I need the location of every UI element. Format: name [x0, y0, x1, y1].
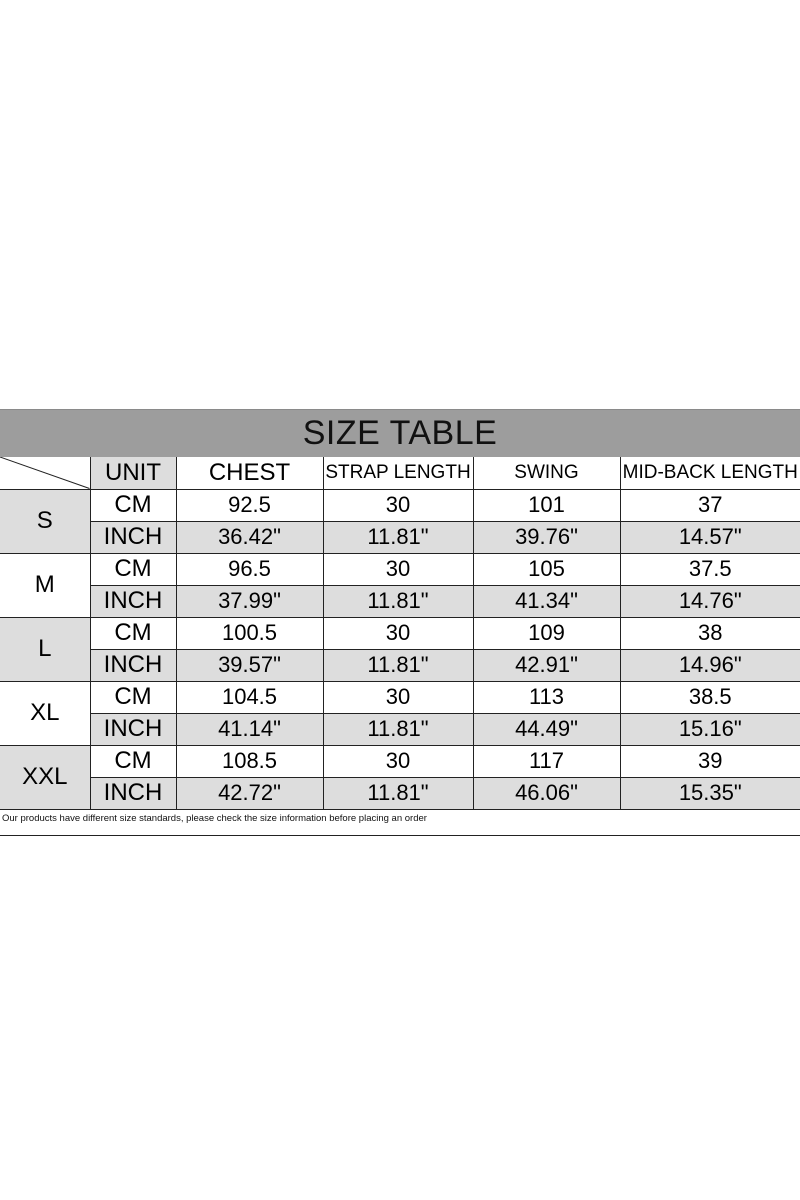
header-unit: UNIT: [90, 457, 176, 489]
unit-cell: CM: [90, 489, 176, 521]
strap-length-value: 30: [323, 489, 473, 521]
swing-value: 42.91": [473, 649, 620, 681]
unit-cell: INCH: [90, 521, 176, 553]
table-row: [0, 489, 800, 521]
header-swing: SWING: [473, 457, 620, 489]
strap-length-value: 11.81": [323, 713, 473, 745]
chest-value: 104.5: [176, 681, 323, 713]
swing-value: 113: [473, 681, 620, 713]
corner-cell: [0, 457, 90, 489]
chest-value: 92.5: [176, 489, 323, 521]
mid-back-length-value: 15.35": [620, 777, 800, 809]
mid-back-length-value: 38: [620, 617, 800, 649]
chest-value: 100.5: [176, 617, 323, 649]
unit-cell: INCH: [90, 649, 176, 681]
table-header-row: [0, 457, 800, 489]
header-strap-length: STRAP LENGTH: [323, 457, 473, 489]
chest-value: 96.5: [176, 553, 323, 585]
size-table: [0, 457, 800, 810]
swing-value: 101: [473, 489, 620, 521]
unit-cell: CM: [90, 745, 176, 777]
chest-value: 42.72": [176, 777, 323, 809]
strap-length-value: 11.81": [323, 649, 473, 681]
size-label: XL: [0, 681, 90, 745]
unit-cell: INCH: [90, 585, 176, 617]
size-table-title: SIZE TABLE: [0, 409, 800, 457]
mid-back-length-value: 37: [620, 489, 800, 521]
table-row: [0, 521, 800, 553]
chest-value: 108.5: [176, 745, 323, 777]
table-row: [0, 745, 800, 777]
size-label: S: [0, 489, 90, 553]
strap-length-value: 30: [323, 553, 473, 585]
strap-length-value: 30: [323, 745, 473, 777]
size-label: L: [0, 617, 90, 681]
chest-value: 41.14": [176, 713, 323, 745]
header-chest: CHEST: [176, 457, 323, 489]
size-note: Our products have different size standards, please check the size information before placing an order: [0, 810, 800, 836]
unit-cell: CM: [90, 553, 176, 585]
strap-length-value: 11.81": [323, 521, 473, 553]
table-row: [0, 553, 800, 585]
chest-value: 36.42": [176, 521, 323, 553]
mid-back-length-value: 39: [620, 745, 800, 777]
table-row: [0, 777, 800, 809]
swing-value: 39.76": [473, 521, 620, 553]
swing-value: 44.49": [473, 713, 620, 745]
header-mid-back-length: MID-BACK LENGTH: [620, 457, 800, 489]
swing-value: 117: [473, 745, 620, 777]
unit-cell: CM: [90, 617, 176, 649]
table-row: [0, 649, 800, 681]
strap-length-value: 11.81": [323, 585, 473, 617]
swing-value: 109: [473, 617, 620, 649]
chest-value: 39.57": [176, 649, 323, 681]
mid-back-length-value: 37.5: [620, 553, 800, 585]
table-row: [0, 617, 800, 649]
mid-back-length-value: 38.5: [620, 681, 800, 713]
mid-back-length-value: 14.76": [620, 585, 800, 617]
chest-value: 37.99": [176, 585, 323, 617]
swing-value: 105: [473, 553, 620, 585]
mid-back-length-value: 14.57": [620, 521, 800, 553]
table-row: [0, 713, 800, 745]
size-label: XXL: [0, 745, 90, 809]
strap-length-value: 11.81": [323, 777, 473, 809]
strap-length-value: 30: [323, 681, 473, 713]
size-table-section: [0, 409, 800, 836]
table-row: [0, 681, 800, 713]
strap-length-value: 30: [323, 617, 473, 649]
swing-value: 41.34": [473, 585, 620, 617]
mid-back-length-value: 15.16": [620, 713, 800, 745]
diagonal-divider-icon: [0, 457, 90, 489]
size-label: M: [0, 553, 90, 617]
unit-cell: INCH: [90, 777, 176, 809]
unit-cell: CM: [90, 681, 176, 713]
table-row: [0, 585, 800, 617]
mid-back-length-value: 14.96": [620, 649, 800, 681]
swing-value: 46.06": [473, 777, 620, 809]
unit-cell: INCH: [90, 713, 176, 745]
